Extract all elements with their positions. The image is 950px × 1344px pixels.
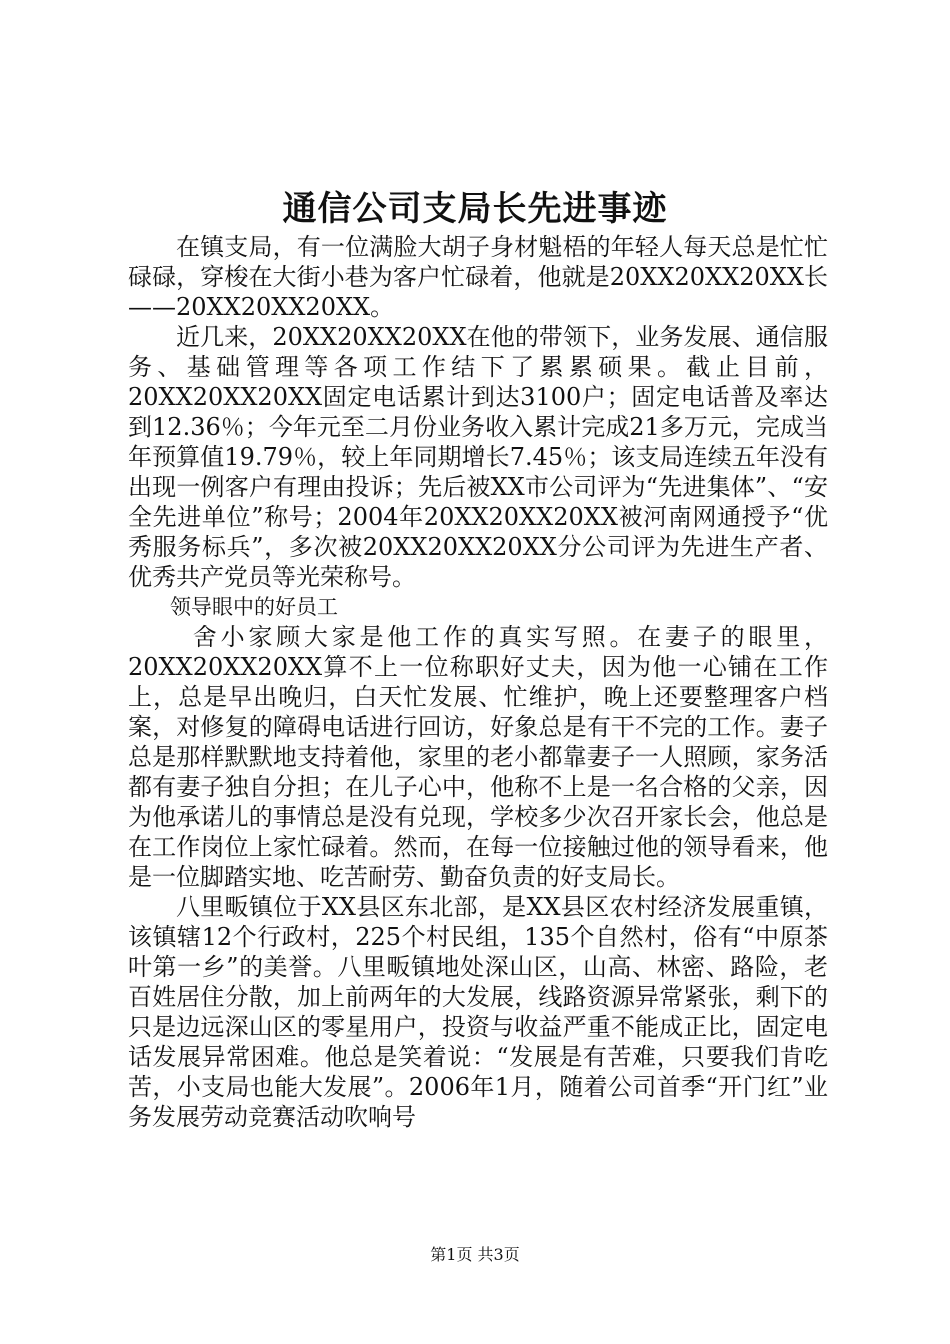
body-paragraph: 在镇支局，有一位满脸大胡子身材魁梧的年轻人每天总是忙忙碌碌，穿梭在大街小巷为客户忙碌着，他就是20XX20XX20XX长——20XX20XX20XX。 xyxy=(128,233,828,321)
page-footer: 第1页 共3页 xyxy=(430,1245,520,1264)
section-heading: 领导眼中的好员工 xyxy=(170,595,338,619)
body-paragraph: 近几来，20XX20XX20XX在他的带领下，业务发展、通信服务、基础管理等各项工作结下了累累硕果。截止目前，20XX20XX20XX固定电话累计到达3100户；固定电话普及率达到12.36％；今年元至二月份业务收入累计完成21多万元，完成当年预算值19.79％，较上年同期增长7.45％；该支局连续五年没有出现一例客户有理由投诉；先后被XX市公司评为“先进集体”、“安全先进单位”称号；2004年20XX20XX20XX被河南网通授予“优秀服务标兵”，多次被20XX20XX20XX分公司评为先进生产者、优秀共产党员等光荣称号。 xyxy=(128,323,828,591)
body-paragraph: 八里畈镇位于XX县区东北部，是XX县区农村经济发展重镇，该镇辖12个行政村，225个村民组，135个自然村，俗有“中原茶叶第一乡”的美誉。八里畈镇地处深山区，山高、林密、路险，老百姓居住分散，加上前两年的大发展，线路资源异常紧张，剩下的只是边远深山区的零星用户，投资与收益严重不能成正比，固定电话发展异常困难。他总是笑着说：“发展是有苦难，只要我们肯吃苦，小支局也能大发展”。2006年1月，随着公司首季“开门红”业务发展劳动竞赛活动吹响号 xyxy=(128,893,828,1131)
body-paragraph: 舍小家顾大家是他工作的真实写照。在妻子的眼里，20XX20XX20XX算不上一位称职好丈夫，因为他一心铺在工作上，总是早出晚归，白天忙发展、忙维护，晚上还要整理客户档案，对修复的障碍电话进行回访，好象总是有干不完的工作。妻子总是那样默默地支持着他，家里的老小都靠妻子一人照顾，家务活都有妻子独自分担；在儿子心中，他称不上是一名合格的父亲，因为他承诺儿的事情总是没有兑现，学校多少次召开家长会，他总是在工作岗位上家忙碌着。然而，在每一位接触过他的领导看来，他是一位脚踏实地、吃苦耐劳、勤奋负责的好支局长。 xyxy=(128,623,828,891)
document-title: 通信公司支局长先进事迹 xyxy=(282,189,668,229)
document-body xyxy=(128,232,828,1132)
